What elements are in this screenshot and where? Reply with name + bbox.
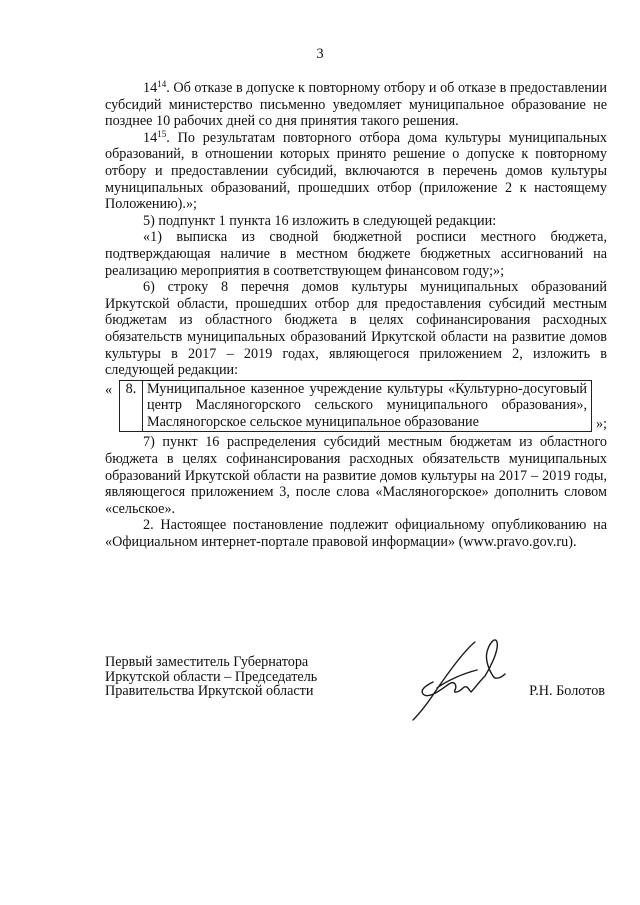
paragraph-number: 14 <box>143 129 158 146</box>
paragraph-superscript: 14 <box>157 79 167 89</box>
paragraph-7: 7) пункт 16 распределения субсидий местным бюджетам из областного бюджета в целях софинансирования расходных обязательств муниципальных образований Иркутской области на развитие домов культуры на 2017 – 2019 годы, являющегося приложением 3, после слова «Масляногорское» дополнить словом «сельское». <box>105 434 607 517</box>
paragraph-6: 6) строку 8 перечня домов культуры муниципальных образований Иркутской области, прошедших отбор для предоставления субсидий местным бюджетам из областного бюджета в целях софинансирования расходных обязательств муниципальных образований Иркутской области на развитие домов культуры в 2017 – 2019 годах, являющегося приложением 2, изложить в следующей редакции: <box>105 279 607 379</box>
table-row <box>120 380 592 432</box>
paragraph-text: . По результатам повторного отбора дома культуры муниципальных образований, в отношении которых принято решение о допуске к повторному отбору и предоставлении субсидий, включаются в перечень домов культуры муниципальных образований, прошедших отбор (приложение 2 к настоящему Положению).»; <box>105 129 607 213</box>
row-number: 8. <box>120 380 143 432</box>
paragraph-text: . Об отказе в допуске к повторному отбору и об отказе в предоставлении субсидий министерство письменно уведомляет муниципальное образование не позднее 10 рабочих дней со дня принятия такого решения. <box>105 80 607 130</box>
paragraph-number: 14 <box>143 80 158 96</box>
paragraph-superscript: 15 <box>157 128 167 139</box>
paragraph-14-14 <box>105 80 607 130</box>
signatory-line-1: Первый заместитель Губернатора <box>105 654 309 670</box>
open-quote: « <box>105 381 113 398</box>
signatory-title <box>105 655 317 699</box>
signatory-line-2: Иркутской области – Председатель <box>105 668 318 685</box>
handwritten-signature <box>405 630 515 725</box>
paragraph-5-1: «1) выписка из сводной бюджетной росписи местного бюджета, подтверждающая наличие в местном бюджете бюджетных ассигнований на реализацию мероприятия в соответствующем финансовом году;»; <box>105 229 607 279</box>
row-text: Муниципальное казенное учреждение культуры «Культурно-досуговый центр Масляногорского сельского муниципального образования», Масляногорское сельское муниципальное образование <box>143 380 592 432</box>
amendment-table-block <box>105 380 607 433</box>
page-number: 3 <box>316 46 324 62</box>
paragraph-14-15 <box>105 130 607 213</box>
paragraph-5: 5) подпункт 1 пункта 16 изложить в следующей редакции: <box>143 212 497 229</box>
amendment-table <box>119 380 592 433</box>
document-body <box>105 80 607 551</box>
signatory-name: Р.Н. Болотов <box>529 683 605 699</box>
close-quote: »; <box>595 415 607 432</box>
paragraph-2: 2. Настоящее постановление подлежит официальному опубликованию на «Официальном интернет-портале правовой информации» (www.pravo.gov.ru). <box>105 517 607 551</box>
signatory-line-3: Правительства Иркутской области <box>105 683 314 699</box>
